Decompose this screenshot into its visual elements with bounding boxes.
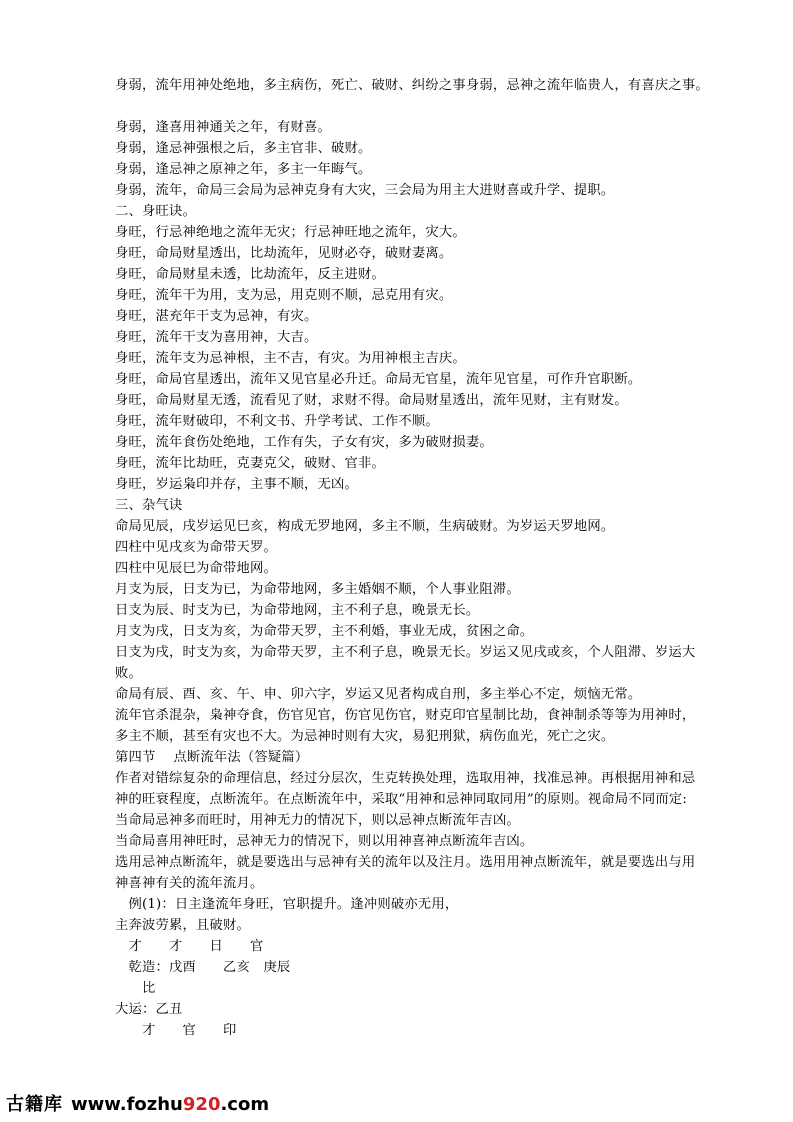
text-line: 四柱中见辰巳为命带地网。	[115, 561, 277, 576]
text-line: 神喜神有关的流年流月。	[115, 876, 264, 891]
text-line: 四柱中见戌亥为命带天罗。	[115, 540, 277, 555]
text-line: 身旺，湛充年干支为忌神，有灾。	[115, 309, 318, 324]
chart-line: 才 官 印	[115, 1023, 237, 1038]
text-line: 身旺，流年支为忌神根，主不吉，有灾。为用神根主吉庆。	[115, 351, 466, 366]
site-watermark	[6, 1090, 269, 1116]
text-line: 身旺，命局官星透出，流年又见官星必升迁。命局无官星，流年见官星，可作升官职断。	[115, 372, 642, 387]
text-line: 身旺，流年比劫旺，克妻克父，破财、官非。	[115, 456, 385, 471]
text-line: 月支为戌，日支为亥，为命带天罗，主不利婚，事业无成，贫困之命。	[115, 624, 534, 639]
text-line: 当命局喜用神旺时，忌神无力的情况下，则以用神喜神点断流年吉凶。	[115, 834, 534, 849]
text-line: 日支为戌，时支为亥，为命带天罗，主不利子息，晚景无长。岁运又见戌或亥，个人阻滞、岁运大	[115, 645, 696, 660]
text-line: 身弱，逢喜用神通关之年，有财喜。	[115, 120, 331, 135]
section-heading: 第四节 点断流年法（答疑篇）	[115, 750, 309, 765]
text-line: 身旺，命局财星未透，比劫流年，反主进财。	[115, 267, 385, 282]
text-line: 身旺，流年财破印，不利文书、升学考试、工作不顺。	[115, 414, 439, 429]
site-url-digits: 920	[182, 1094, 221, 1115]
text-line: 当命局忌神多而旺时，用神无力的情况下，则以忌神点断流年吉凶。	[115, 813, 520, 828]
text-line: 身旺，岁运枭印并存，主事不顺，无凶。	[115, 477, 358, 492]
chart-line: 比	[115, 981, 156, 996]
text-line: 主奔波劳累，且破财。	[115, 918, 250, 933]
text-line: 身弱，逢忌神强根之后，多主官非、破财。	[115, 141, 372, 156]
text-line: 多主不顺，甚至有灾也不大。为忌神时则有大灾，易犯刑狱，病伤血光，死亡之灾。	[115, 729, 615, 744]
text-line: 败。	[115, 666, 142, 681]
text-line: 神的旺衰程度，点断流年。在点断流年中，采取“用神和忌神同取同用”的原则。视命局不同而定:	[115, 792, 688, 807]
site-url-prefix: www.fozhu	[71, 1094, 183, 1115]
text-line: 选用忌神点断流年，就是要选出与忌神有关的流年以及注月。选用用神点断流年，就是要选出与用	[115, 855, 696, 870]
chart-line: 才 才 日 官	[115, 939, 264, 954]
text-line: 身弱，流年用神处绝地，多主病伤，死亡、破财、纠纷之事身弱，忌神之流年临贵人，有喜庆之事。	[115, 78, 709, 93]
text-line: 身旺，命局财星无透，流看见了财，求财不得。命局财星透出，流年见财，主有财发。	[115, 393, 628, 408]
text-line: 身旺，命局财星透出，比劫流年，见财必夺，破财妻离。	[115, 246, 453, 261]
text-line: 作者对错综复杂的命理信息，经过分层次，生克转换处理，选取用神，找准忌神。再根据用神和忌	[115, 771, 696, 786]
site-url-suffix: .com	[220, 1094, 270, 1115]
text-line: 身弱，流年，命局三会局为忌神克身有大灾，三会局为用主大进财喜或升学、提职。	[115, 183, 615, 198]
text-line: 身旺，行忌神绝地之流年无灾；行忌神旺地之流年，灾大。	[115, 225, 466, 240]
text-line: 月支为辰，日支为已，为命带地网，多主婚姻不顺，个人事业阻滞。	[115, 582, 520, 597]
site-name: 古籍库	[6, 1094, 63, 1115]
text-line: 例(1)：日主逢流年身旺，官职提升。逢冲则破亦无用，	[115, 897, 459, 912]
text-line: 命局见辰，戌岁运见巳亥，构成无罗地网，多主不顺，生病破财。为岁运天罗地网。	[115, 519, 615, 534]
text-line: 身弱，逢忌神之原神之年，多主一年晦气。	[115, 162, 372, 177]
text-line: 流年官杀混杂，枭神夺食，伤官见官，伤官见伤官，财克印官星制比劫，食神制杀等等为用神时，	[115, 708, 696, 723]
section-heading: 二、身旺诀。	[115, 204, 196, 219]
text-line: 身旺，流年食伤处绝地，工作有失，子女有灾，多为破财损妻。	[115, 435, 493, 450]
text-line: 日支为辰、时支为已，为命带地网，主不利子息，晚景无长。	[115, 603, 480, 618]
text-line: 身旺，流年干支为喜用神，大吉。	[115, 330, 318, 345]
text-line: 命局有辰、酉、亥、午、申、卯六字，岁运又见者构成自刑，多主举心不定，烦恼无常。	[115, 687, 642, 702]
text-line: 身旺，流年干为用，支为忌，用克则不顺，忌克用有灾。	[115, 288, 453, 303]
section-heading: 三、杂气诀	[115, 498, 183, 513]
chart-line: 大运：乙丑	[115, 1002, 183, 1017]
chart-line: 乾造：戊酉 乙亥 庚辰	[115, 960, 291, 975]
